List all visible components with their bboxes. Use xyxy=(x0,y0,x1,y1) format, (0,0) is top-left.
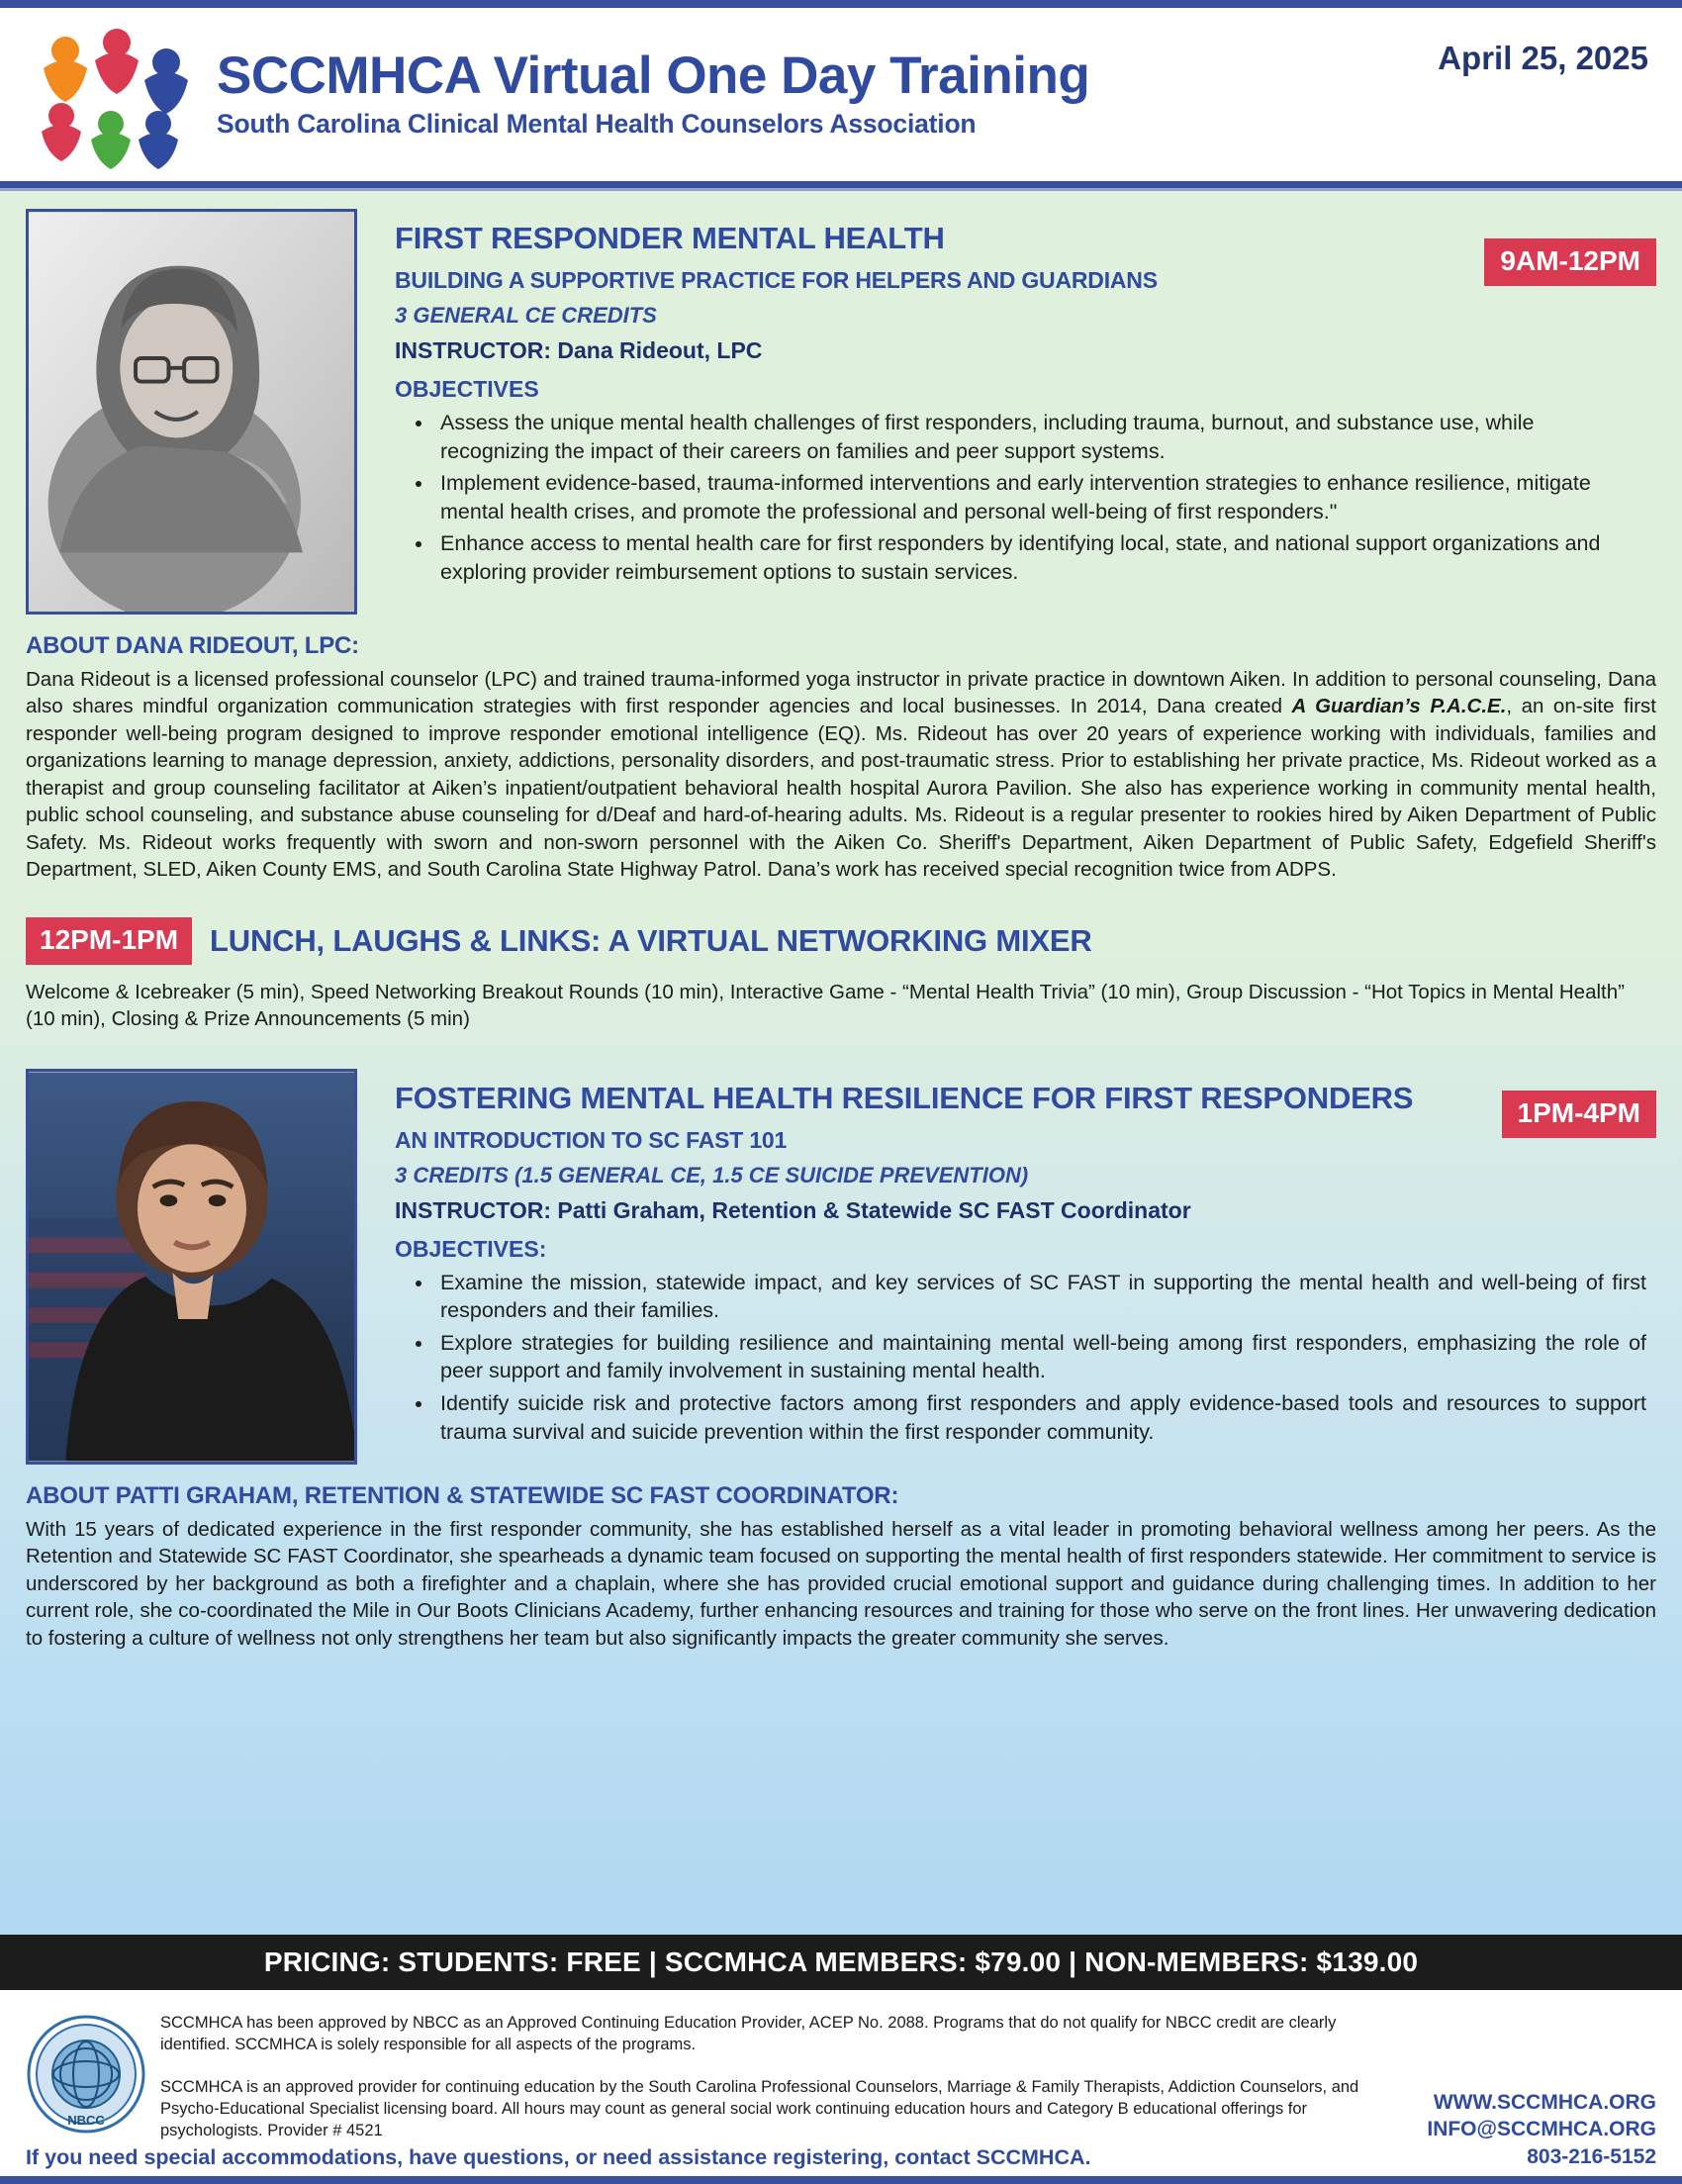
bottom-accent-bar xyxy=(0,2176,1682,2184)
lunch-session xyxy=(26,917,1656,965)
session-1-body xyxy=(357,209,1656,615)
session-1-time-badge: 9AM-12PM xyxy=(1484,238,1656,286)
about-dana-heading: ABOUT DANA RIDEOUT, LPC: xyxy=(26,632,359,659)
session-2-time-badge: 1PM-4PM xyxy=(1502,1091,1656,1138)
footer xyxy=(0,1990,1682,2184)
footer-paragraph-2: SCCMHCA is an approved provider for continuing education by the South Carolina Professional Counselors, Marriage & Family Therapists, Addiction Counselors, and Psycho-Educational Specialist licensing board. All hours may count as general social work continuing education hours and Category B educational offerings for psychologists. Provider # 4521 xyxy=(160,2077,1359,2140)
list-item: • Explore strategies for building resilience and maintaining mental well-being among first responders, emphasizing the role of peer support and family involvement in sustaining mental health. xyxy=(434,1329,1646,1385)
list-item: • Implement evidence-based, trauma-informed interventions and early intervention strategies to enhance resilience, mitigate mental health crises, and promote the professional and personal well-being of first responders." xyxy=(434,469,1646,525)
session-2-body xyxy=(357,1069,1656,1465)
footer-paragraph-1: SCCMHCA has been approved by NBCC as an Approved Continuing Education Provider, ACEP No. 2088. Programs that do not qualify for NBCC credit are clearly identified. SCCMHCA is solely responsible for all aspects of the programs. xyxy=(160,2014,1337,2054)
header xyxy=(0,8,1682,181)
session-fostering-resilience xyxy=(26,1069,1656,1465)
event-date: April 25, 2025 xyxy=(1438,40,1648,76)
session-1-subtitle: BUILDING A SUPPORTIVE PRACTICE FOR HELPERS AND GUARDIANS xyxy=(395,267,1158,293)
about-dana-part1: Dana Rideout is a licensed professional counselor (LPC) and trained trauma-informed yoga instructor in private practice in downtown Aiken. In addition to personal counseling, Dana also shares mindful organization communication strategies with first responder agencies and local businesses. In 2014, Dana created xyxy=(26,668,1656,718)
lunch-title: LUNCH, LAUGHS & LINKS: A VIRTUAL NETWORKING MIXER xyxy=(210,922,1092,958)
header-titles xyxy=(217,46,1438,140)
sccmhca-logo-icon xyxy=(26,21,209,169)
session-1-objectives-label: OBJECTIVES xyxy=(395,376,539,402)
about-dana-emphasis: A Guardian’s P.A.C.E. xyxy=(1291,695,1507,718)
session-first-responder-mental-health xyxy=(26,209,1656,615)
phone-number[interactable]: 803-216-5152 xyxy=(1527,2144,1656,2168)
session-1-instructor: INSTRUCTOR: Dana Rideout, LPC xyxy=(395,337,763,363)
list-item: • Assess the unique mental health challenges of first responders, including trauma, burnout, and substance use, while recognizing the impact of their careers on families and peer support systems. xyxy=(434,409,1646,465)
header-divider xyxy=(0,181,1682,188)
about-patti-text: With 15 years of dedicated experience in the first responder community, she has established herself as a vital leader in promoting behavioral wellness among her peers. As the Retention and Statewide SC FAST Coordinator, she spearheads a dynamic team focused on supporting the mental health of first responders statewide. Her commitment to service is underscored by her background as both a firefighter and a chaplain, where she has provided crucial emotional support and guidance during challenging times. In addition to her current role, she co-coordinated the Mile in Our Boots Clinicians Academy, further enhancing resources and training for those who serve on the front lines. Her unwavering dedication to fostering a culture of wellness not only strengthens her team but also significantly impacts the greater community she serves. xyxy=(26,1517,1656,1650)
session-2-title: FOSTERING MENTAL HEALTH RESILIENCE FOR FIRST RESPONDERS xyxy=(395,1080,1414,1115)
lunch-description: Welcome & Icebreaker (5 min), Speed Networking Breakout Rounds (10 min), Interactive Game - “Mental Health Trivia” (10 min), Group Discussion - “Hot Topics in Mental Health” (10 min), Closing & Prize Announcements (5 min) xyxy=(26,980,1625,1031)
session-1-title: FIRST RESPONDER MENTAL HEALTH xyxy=(395,221,945,255)
session-1-credits: 3 GENERAL CE CREDITS xyxy=(395,303,657,328)
email-link[interactable]: INFO@SCCMHCA.ORG xyxy=(1427,2118,1656,2141)
session-2-subtitle: AN INTRODUCTION TO SC FAST 101 xyxy=(395,1126,788,1153)
speaker-photo-patti-graham xyxy=(26,1069,357,1465)
list-item: • Enhance access to mental health care for first responders by identifying local, state, and national support organizations and exploring provider reimbursement options to sustain services. xyxy=(434,529,1646,586)
session-2-objectives-label: OBJECTIVES: xyxy=(395,1235,547,1262)
page-title: SCCMHCA Virtual One Day Training xyxy=(217,46,1090,105)
page-subtitle: South Carolina Clinical Mental Health Counselors Association xyxy=(217,109,977,140)
about-patti-heading: ABOUT PATTI GRAHAM, RETENTION & STATEWIDE SC FAST COORDINATOR: xyxy=(26,1481,899,1509)
list-item: • Examine the mission, statewide impact, and key services of SC FAST in supporting the mental health and well-being of first responders and their families. xyxy=(434,1269,1646,1325)
footer-contact xyxy=(1359,2004,1656,2184)
svg-text:NBCC: NBCC xyxy=(67,2113,105,2128)
accommodations-note: If you need special accommodations, have questions, or need assistance registering, contact SCCMHCA. xyxy=(26,2145,1091,2169)
pricing-bar: PRICING: STUDENTS: FREE | SCCMHCA MEMBERS: $79.00 | NON-MEMBERS: $139.00 xyxy=(0,1935,1682,1990)
website-link[interactable]: WWW.SCCMHCA.ORG xyxy=(1433,2091,1656,2114)
about-dana-text xyxy=(26,666,1656,884)
session-1-objectives-list xyxy=(395,409,1646,587)
session-2-credits: 3 CREDITS (1.5 GENERAL CE, 1.5 CE SUICIDE PREVENTION) xyxy=(395,1162,1029,1187)
lunch-time-badge: 12PM-1PM xyxy=(26,917,192,965)
list-item: • Identify suicide risk and protective factors among first responders and apply evidence-based tools and resources to support trauma survival and suicide prevention within the first responder community. xyxy=(434,1389,1646,1446)
about-dana-part2: , an on-site first responder well-being program designed to improve responder emotional intelligence (EQ). Ms. Rideout has over 20 years of experience working with individuals, families and organizations learning to manage depression, anxiety, addictions, personality disorders, and post-traumatic stress. Prior to establishing her private practice, Ms. Rideout worked as a therapist and group counseling facilitator at Aiken’s inpatient/outpatient behavioral health hospital Aurora Pavilion. She also has experience working in community mental health, public school counseling, and substance abuse counseling for d/Deaf and hard-of-hearing adults. Ms. Rideout is a regular presenter to rookies hired by Aiken Department of Public Safety. Ms. Rideout works frequently with sworn and non-sworn personnel with the Aiken Co. Sheriff's Department, Aiken Department of Public Safety, Edgefield Sheriff's Department, SLED, Aiken County EMS, and South Carolina State Highway Patrol. Dana’s work has received special recognition twice from ADPS. xyxy=(26,695,1656,882)
session-2-instructor: INSTRUCTOR: Patti Graham, Retention & Statewide SC FAST Coordinator xyxy=(395,1196,1191,1223)
top-accent-bar xyxy=(0,0,1682,8)
speaker-photo-dana-rideout xyxy=(26,209,357,615)
session-2-objectives-list xyxy=(395,1269,1646,1447)
content-area xyxy=(0,191,1682,1990)
